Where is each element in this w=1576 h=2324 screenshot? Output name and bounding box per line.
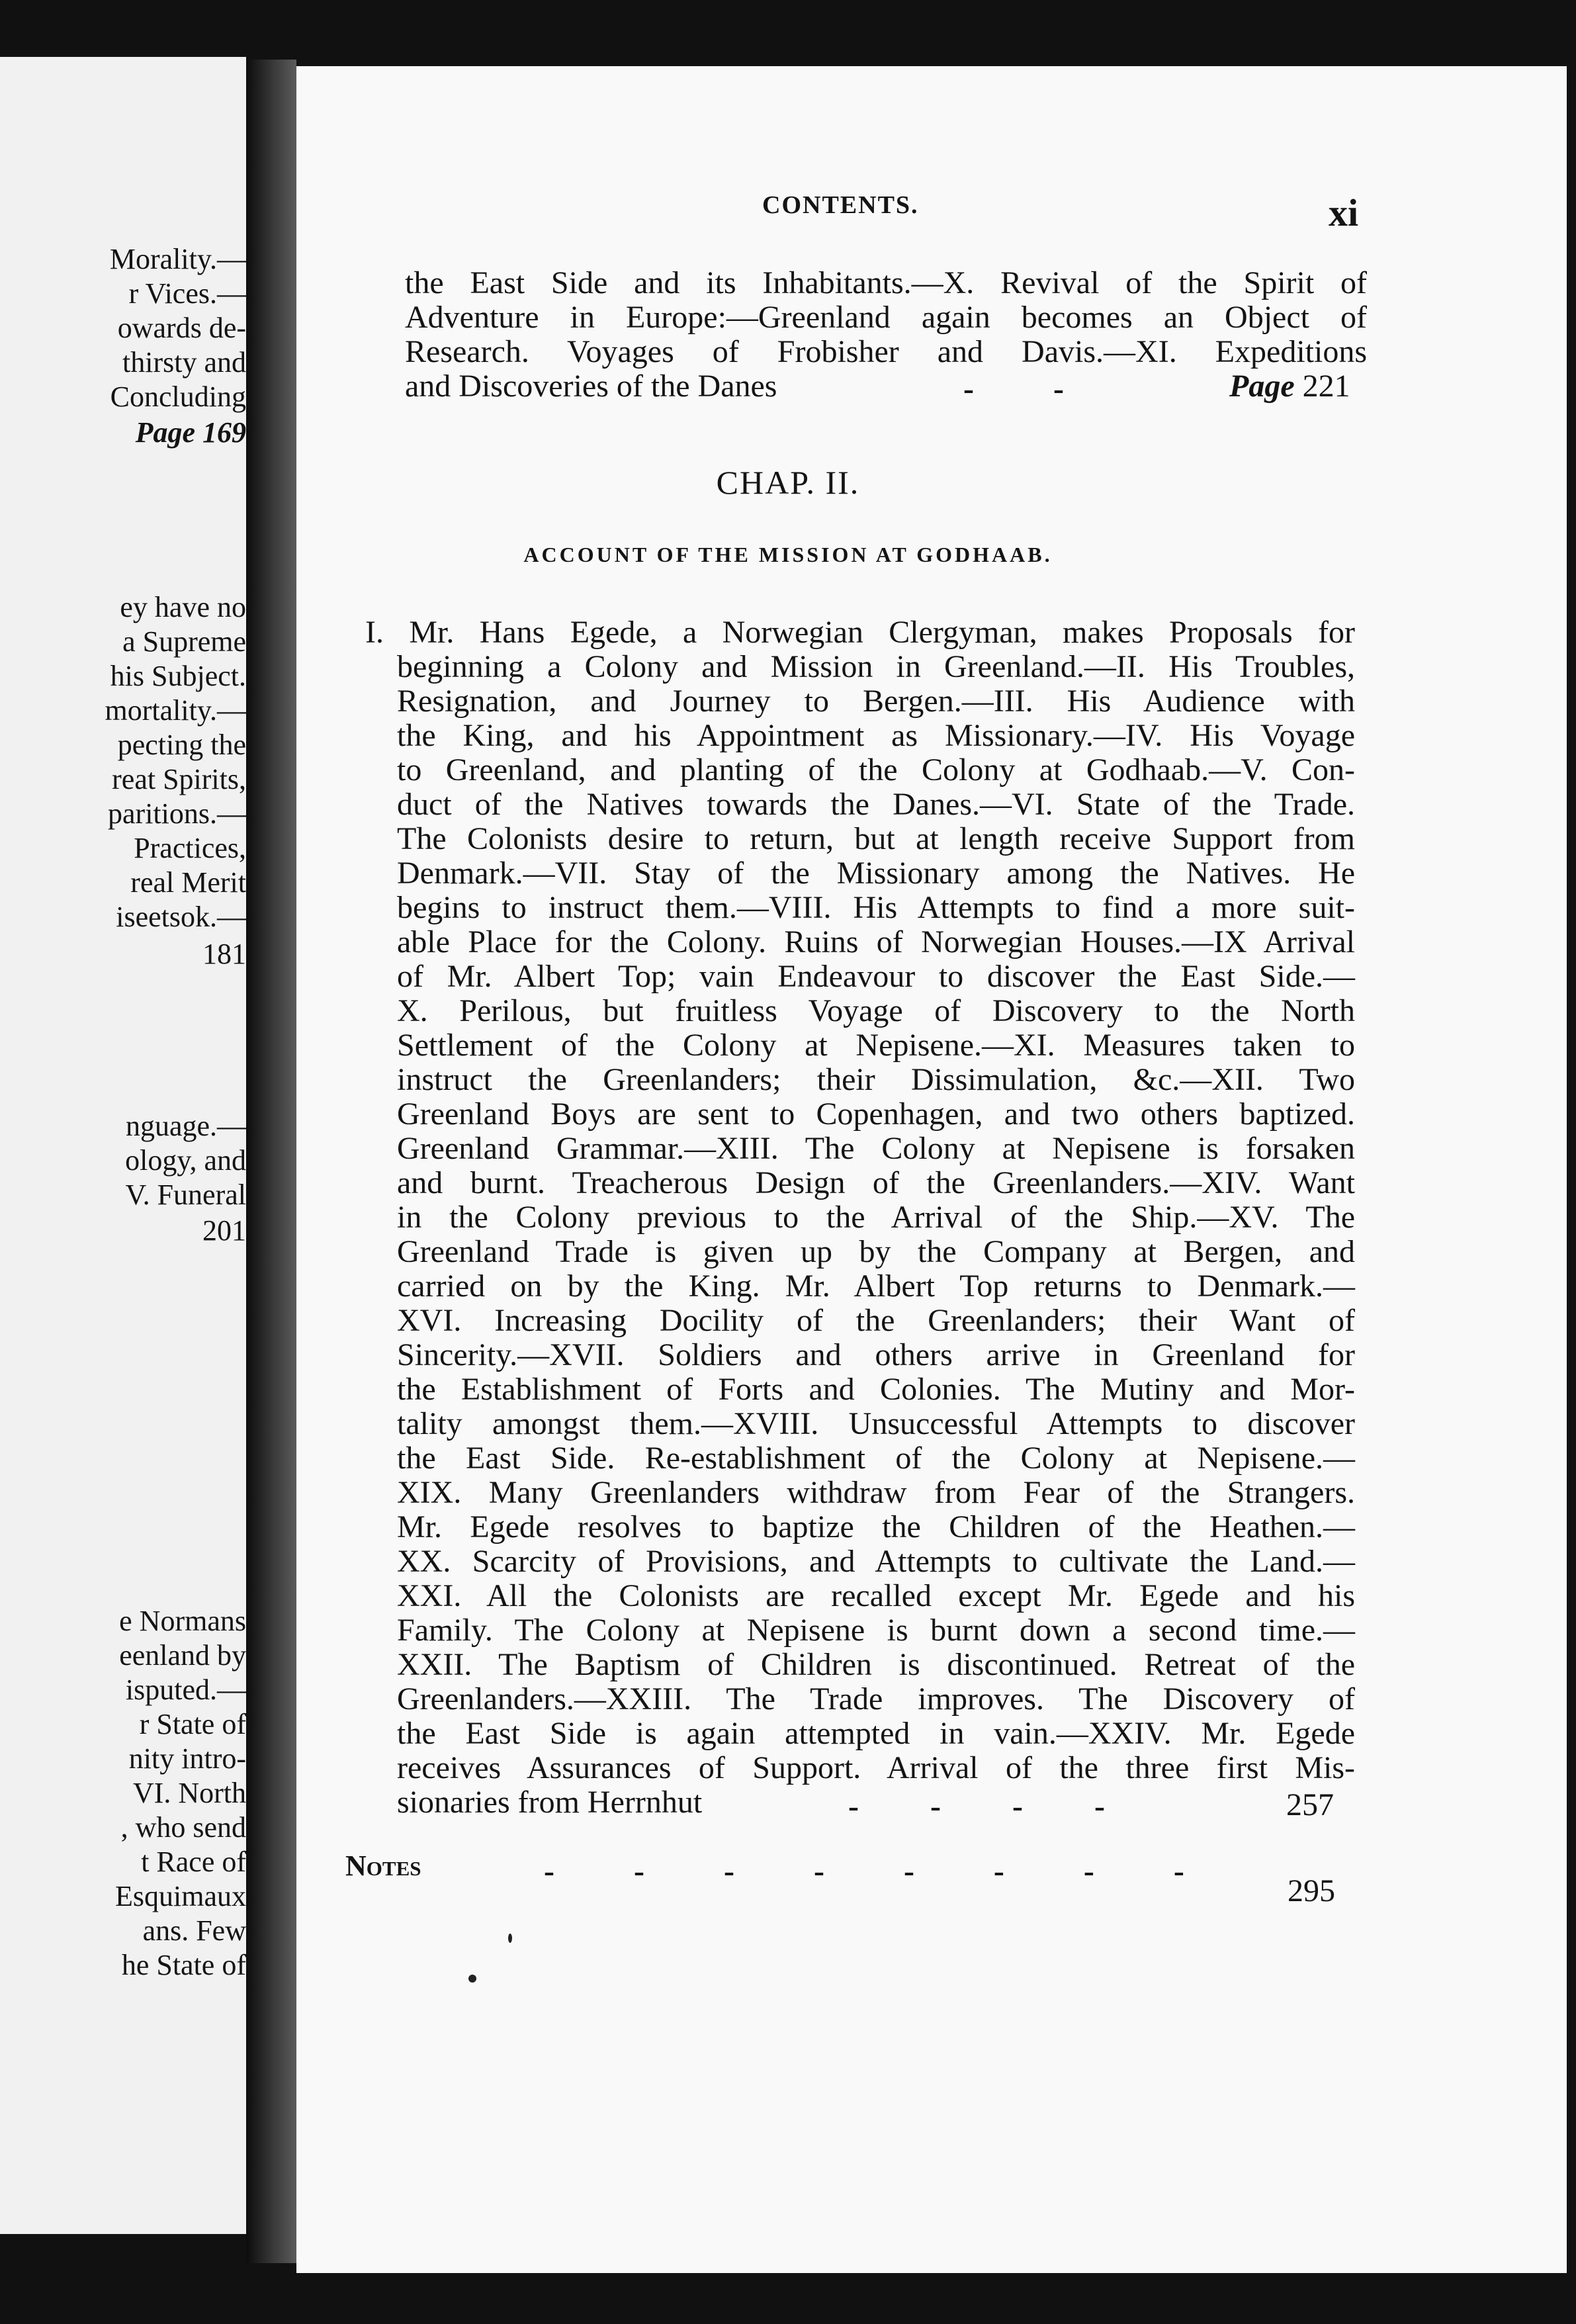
leader-dots: - - - - - - - -: [544, 1854, 1184, 1889]
toc-line: able Place for the Colony. Ruins of Norwegian Houses.—IX Arrival: [397, 924, 1355, 960]
toc-line: the East Side. Re-establishment of the Colony at Nepisene.—: [397, 1441, 1355, 1476]
left-line: V. Funeral: [125, 1179, 246, 1211]
toc-line: XVI. Increasing Docility of the Greenlanders; their Want of: [397, 1303, 1355, 1338]
left-line: nity intro-: [128, 1742, 246, 1775]
left-page-number: 201: [202, 1214, 246, 1247]
toc-line: XXI. All the Colonists are recalled except Mr. Egede and his: [397, 1578, 1355, 1613]
left-line: e Normans: [119, 1605, 246, 1637]
left-line: ans. Few: [142, 1914, 246, 1947]
left-line: Practices,: [134, 832, 246, 864]
toc-line: I. Mr. Hans Egede, a Norwegian Clergyman, makes Proposals for: [365, 615, 1355, 650]
toc-line: the East Side and its Inhabitants.—X. Revival of the Spirit of: [405, 265, 1367, 300]
left-line: eenland by: [119, 1639, 246, 1672]
left-line: reat Spirits,: [112, 763, 246, 795]
paper-speck: [508, 1934, 512, 1943]
left-facing-page: [0, 57, 246, 2234]
left-line: real Merit: [130, 866, 246, 899]
toc-line: to Greenland, and planting of the Colony at Godhaab.—V. Con-: [397, 752, 1355, 787]
toc-line: in the Colony previous to the Arrival of the Ship.—XV. The: [397, 1200, 1355, 1235]
left-line: Esquimaux: [115, 1880, 246, 1912]
left-line: nguage.—: [125, 1110, 246, 1142]
toc-line: receives Assurances of Support. Arrival of the three first Mis-: [397, 1750, 1355, 1785]
toc-line: X. Perilous, but fruitless Voyage of Discovery to the North: [397, 993, 1355, 1028]
left-line: Morality.—: [109, 243, 246, 275]
toc-line: the King, and his Appointment as Missionary.—IV. His Voyage: [397, 718, 1355, 753]
toc-line: carried on by the King. Mr. Albert Top returns to Denmark.—: [397, 1269, 1355, 1304]
left-line: mortality.—: [105, 694, 246, 727]
running-header-title: CONTENTS.: [762, 191, 919, 219]
left-line: pecting the: [117, 729, 246, 761]
chapter-subheading: ACCOUNT OF THE MISSION AT GODHAAB.: [523, 543, 1053, 566]
toc-line: sionaries from Herrnhut: [397, 1785, 703, 1820]
toc-line: Settlement of the Colony at Nepisene.—XI. Measures taken to: [397, 1028, 1355, 1063]
toc-line: of Mr. Albert Top; vain Endeavour to discover the East Side.—: [397, 959, 1355, 994]
left-line: he State of: [121, 1949, 246, 1981]
page-ref-number: 221: [1302, 369, 1350, 404]
toc-line: beginning a Colony and Mission in Greenland.—II. His Troubles,: [397, 649, 1355, 684]
notes-label: Notes: [345, 1850, 421, 1882]
left-line: owards de-: [117, 312, 246, 344]
left-line: r Vices.—: [128, 277, 246, 310]
toc-line: duct of the Natives towards the Danes.—VI. State of the Trade.: [397, 787, 1355, 822]
left-line: Concluding: [110, 380, 246, 413]
left-line: a Supreme: [122, 625, 246, 658]
toc-line: Family. The Colony at Nepisene is burnt down a second time.—: [397, 1613, 1355, 1648]
left-line: ology, and: [125, 1144, 246, 1177]
book-gutter: [246, 60, 296, 2263]
left-line: VI. North: [132, 1777, 246, 1809]
paper-speck: [468, 1975, 476, 1983]
page-prefix: Page: [1229, 369, 1295, 404]
page-number: xi: [1329, 191, 1359, 234]
toc-line: XIX. Many Greenlanders withdraw from Fear of the Strangers.: [397, 1475, 1355, 1510]
toc-line: tality amongst them.—XVIII. Unsuccessful Attempts to discover: [397, 1406, 1355, 1441]
toc-line: Greenlanders.—XXIII. The Trade improves. The Discovery of: [397, 1681, 1355, 1717]
toc-page-ref: 257: [1286, 1787, 1334, 1822]
left-line: paritions.—: [108, 797, 246, 830]
left-line: ey have no: [120, 591, 246, 623]
toc-line: Greenland Boys are sent to Copenhagen, and two others baptized.: [397, 1096, 1355, 1132]
left-line: iseetsok.—: [116, 901, 246, 933]
toc-line: the Establishment of Forts and Colonies. The Mutiny and Mor-: [397, 1372, 1355, 1407]
toc-line: instruct the Greenlanders; their Dissimulation, &c.—XII. Two: [397, 1062, 1355, 1097]
toc-line: Resignation, and Journey to Bergen.—III. His Audience with: [397, 684, 1355, 719]
leader-dots: - - - -: [848, 1789, 1105, 1824]
left-line: thirsty and: [122, 346, 246, 379]
chapter-heading: CHAP. II.: [716, 464, 860, 501]
toc-line: XXII. The Baptism of Children is discontinued. Retreat of the: [397, 1647, 1355, 1682]
left-line: isputed.—: [125, 1674, 246, 1706]
toc-line: XX. Scarcity of Provisions, and Attempts to cultivate the Land.—: [397, 1544, 1355, 1579]
left-line: , who send: [120, 1811, 246, 1844]
toc-line: Adventure in Europe:—Greenland again becomes an Object of: [405, 300, 1367, 335]
toc-line: Greenland Trade is given up by the Company at Bergen, and: [397, 1234, 1355, 1269]
left-line: Page 169: [135, 416, 246, 449]
left-line: r State of: [139, 1708, 246, 1740]
toc-line: The Colonists desire to return, but at length receive Support from: [397, 821, 1355, 856]
toc-line: the East Side is again attempted in vain.—XXIV. Mr. Egede: [397, 1716, 1355, 1751]
toc-line: Research. Voyages of Frobisher and Davis.—XI. Expeditions: [405, 334, 1367, 369]
left-page-number: 181: [202, 938, 246, 970]
leader-dots: - -: [963, 371, 1064, 406]
toc-line: Sincerity.—XVII. Soldiers and others arrive in Greenland for: [397, 1337, 1355, 1372]
toc-line: Greenland Grammar.—XIII. The Colony at Nepisene is forsaken: [397, 1131, 1355, 1166]
toc-page-ref: [1229, 371, 1350, 402]
notes-page-ref: 295: [1288, 1873, 1335, 1908]
left-line: t Race of: [141, 1846, 246, 1878]
toc-line: and Discoveries of the Danes: [405, 369, 777, 404]
toc-line: begins to instruct them.—VIII. His Attempts to find a more suit-: [397, 890, 1355, 925]
toc-line: and burnt. Treacherous Design of the Greenlanders.—XIV. Want: [397, 1165, 1355, 1200]
left-line: his Subject.: [110, 660, 246, 692]
toc-line: Mr. Egede resolves to baptize the Children of the Heathen.—: [397, 1509, 1355, 1544]
toc-line: Denmark.—VII. Stay of the Missionary among the Natives. He: [397, 856, 1355, 891]
